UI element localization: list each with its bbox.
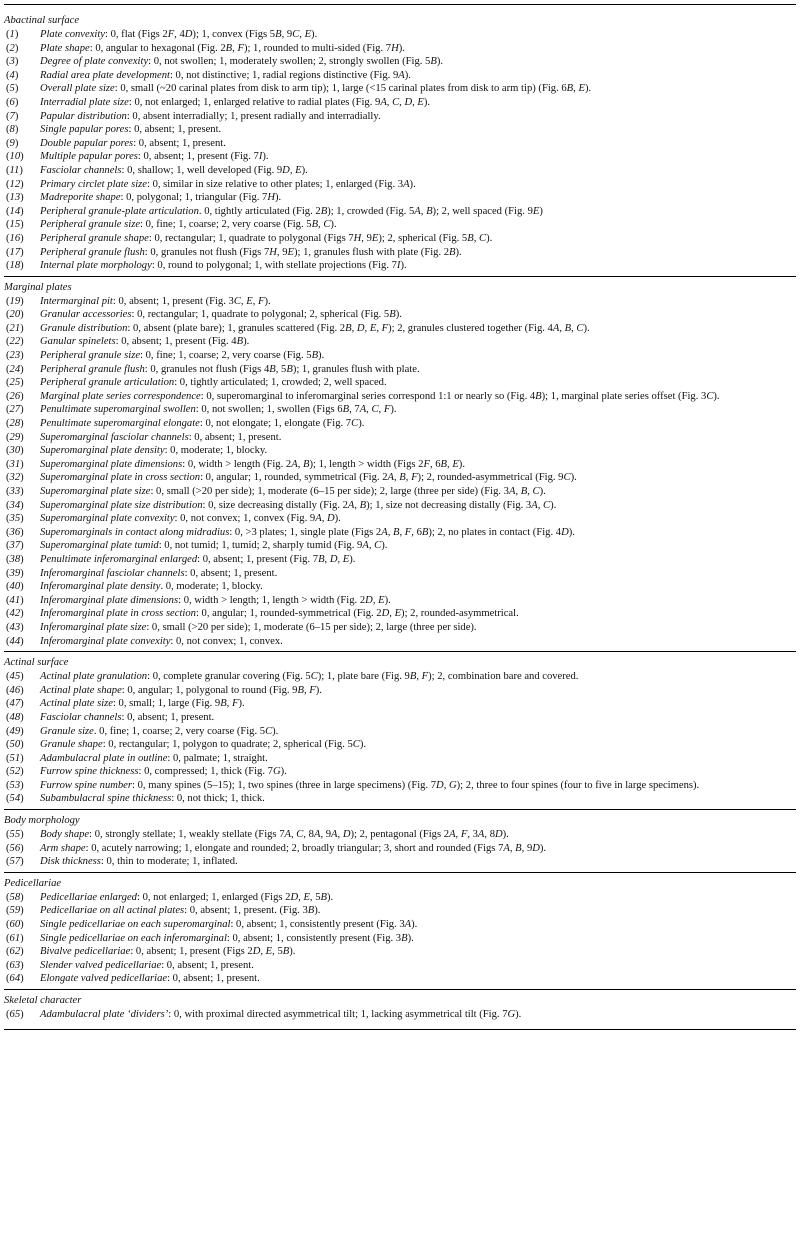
character-item	[4, 553, 796, 567]
character-item	[4, 918, 796, 932]
character-text: Double papular pores: 0, absent; 1, present.	[40, 137, 226, 149]
section-heading: Actinal surface	[4, 657, 69, 669]
character-item	[4, 150, 796, 164]
character-text: Madreporite shape: 0, polygonal; 1, triangular (Fig. 7H).	[40, 192, 282, 204]
character-text: Adambulacral plate in outline: 0, palmate; 1, straight.	[40, 752, 268, 764]
character-number: (61)	[6, 932, 24, 944]
section-heading: Marginal plates	[4, 281, 72, 293]
character-text: Peripheral granule flush: 0, granules not flush (Figs 4B, 5B); 1, granules flush with plate.	[40, 363, 420, 375]
character-number: (7)	[6, 110, 19, 122]
top-rule	[4, 4, 796, 5]
character-text: Radial area plate development: 0, not distinctive; 1, radial regions distinctive (Fig. 9A).	[40, 69, 411, 81]
character-item	[4, 594, 796, 608]
character-number: (40)	[6, 581, 24, 593]
character-number: (5)	[6, 83, 19, 95]
character-item	[4, 218, 796, 232]
character-number: (36)	[6, 526, 24, 538]
section-divider	[4, 276, 796, 277]
character-text: Superomarginal plate dimensions: 0, width > length (Fig. 2A, B); 1, length > width (Figs 2F, 6B, E).	[40, 458, 465, 470]
character-text: Superomarginal plate size: 0, small (>20 per side); 1, moderate (6–15 per side); 2, large (three per side) (Fig. 3A, B, C).	[40, 486, 546, 497]
character-item	[4, 792, 796, 806]
character-number: (39)	[6, 567, 24, 579]
character-number: (26)	[6, 390, 24, 402]
character-number: (1)	[6, 29, 19, 40]
character-number: (25)	[6, 377, 24, 389]
character-item	[4, 725, 796, 739]
section-heading: Skeletal character	[4, 995, 82, 1006]
character-list	[4, 14, 796, 1022]
character-text: Single pedicellariae on each superomarginal: 0, absent; 1, consistently present (Fig. 3A).	[40, 919, 418, 931]
character-number: (12)	[6, 178, 24, 190]
character-item	[4, 512, 796, 526]
character-text: Furrow spine number: 0, many spines (5–15); 1, two spines (three in large specimens) (Fig. 7D, G); 2, three to four spines (four to five in large specimens).	[40, 779, 700, 791]
character-text: Inferomarginal plate in cross section: 0, angular; 1, rounded-symmetrical (Fig. 2D, E); 2, rounded-asymmetrical.	[40, 608, 519, 620]
character-item	[4, 259, 796, 273]
character-item	[4, 635, 796, 649]
character-text: Granule distribution: 0, absent (plate bare); 1, granules scattered (Fig. 2B, D, E, F); 2, granules clustered together (Fig. 4A, B, C).	[40, 322, 590, 334]
character-number: (54)	[6, 793, 24, 805]
character-number: (63)	[6, 959, 24, 971]
character-text: Arm shape: 0, acutely narrowing; 1, elongate and rounded; 2, broadly triangular; 3, short and rounded (Figs 7A, B, 9D).	[40, 842, 547, 854]
character-text: Degree of plate convexity: 0, not swollen; 1, moderately swollen; 2, strongly swollen (Fig. 5B).	[40, 56, 444, 68]
character-number: (37)	[6, 540, 24, 552]
character-text: Superomarginals in contact along midradius: 0, >3 plates; 1, single plate (Figs 2A, B, F, 6B); 2, no plates in contact (Fig. 4D).	[40, 526, 575, 538]
character-number: (56)	[6, 842, 24, 854]
character-text: Granular accessories: 0, rectangular; 1, quadrate to polygonal; 2, spherical (Fig. 5B).	[40, 309, 402, 321]
character-number: (20)	[6, 309, 24, 321]
character-text: Marginal plate series correspondence: 0, superomarginal to inferomarginal series correspond 1:1 or nearly so (Fig. 4B); 1, marginal plate series offset (Fig. 3C).	[40, 390, 720, 402]
character-item	[4, 945, 796, 959]
character-text: Slender valved pedicellariae: 0, absent; 1, present.	[40, 959, 254, 971]
character-text: Inferomarginal plate density. 0, moderate; 1, blocky.	[40, 581, 263, 593]
character-text: Adambulacral plate ‘dividers’: 0, with proximal directed asymmetrical tilt; 1, lacking asymmetrical tilt (Fig. 7G).	[40, 1009, 522, 1020]
character-number: (46)	[6, 684, 24, 696]
character-text: Furrow spine thickness: 0, compressed; 1, thick (Fig. 7G).	[40, 766, 287, 778]
character-item	[4, 855, 796, 869]
character-item	[4, 499, 796, 513]
character-text: Penultimate superomarginal swollen: 0, not swollen; 1, swollen (Figs 6B, 7A, C, F).	[40, 404, 397, 416]
character-text: Actinal plate size: 0, small; 1, large (Fig. 9B, F).	[40, 698, 245, 710]
section-divider	[4, 809, 796, 810]
character-number: (13)	[6, 192, 24, 204]
character-text: Superomarginal plate in cross section: 0, angular; 1, rounded, symmetrical (Fig. 2A, B, F); 2, rounded-asymmetrical (Fig. 9C).	[40, 472, 577, 484]
character-text: Inferomarginal plate dimensions: 0, width > length; 1, length > width (Fig. 2D, E).	[40, 594, 391, 606]
character-number: (8)	[6, 124, 19, 136]
character-number: (32)	[6, 472, 24, 484]
section-heading: Abactinal surface	[4, 15, 80, 26]
section-divider	[4, 989, 796, 990]
character-item	[4, 580, 796, 594]
character-text: Multiple papular pores: 0, absent; 1, present (Fig. 7I).	[40, 151, 269, 163]
character-text: Penultimate superomarginal elongate: 0, not elongate; 1, elongate (Fig. 7C).	[40, 418, 365, 430]
character-number: (22)	[6, 336, 24, 348]
character-item	[4, 376, 796, 390]
character-number: (9)	[6, 137, 19, 149]
character-number: (44)	[6, 635, 24, 647]
character-text: Disk thickness: 0, thin to moderate; 1, inflated.	[40, 856, 238, 868]
character-text: Actinal plate shape: 0, angular; 1, polygonal to round (Fig. 9B, F).	[40, 684, 322, 696]
character-number: (3)	[6, 56, 19, 68]
character-item	[4, 607, 796, 621]
character-item	[4, 711, 796, 725]
character-text: Subambulacral spine thickness: 0, not thick; 1, thick.	[40, 793, 265, 805]
character-number: (45)	[6, 671, 24, 683]
character-number: (16)	[6, 232, 24, 244]
character-text: Peripheral granule articulation: 0, tightly articulated; 1, crowded; 2, well spaced.	[40, 377, 387, 389]
character-number: (50)	[6, 739, 24, 751]
character-text: Pedicellariae on all actinal plates: 0, absent; 1, present. (Fig. 3B).	[40, 905, 321, 917]
character-number: (60)	[6, 919, 24, 931]
character-item	[4, 110, 796, 124]
character-number: (17)	[6, 246, 24, 258]
character-item	[4, 842, 796, 856]
character-number: (18)	[6, 260, 24, 272]
character-number: (27)	[6, 404, 24, 416]
character-text: Peripheral granule flush: 0, granules not flush (Figs 7H, 9E); 1, granules flush with plate (Fig. 2B).	[40, 246, 462, 258]
character-item	[4, 904, 796, 918]
character-number: (21)	[6, 322, 24, 334]
character-number: (43)	[6, 621, 24, 633]
character-item	[4, 232, 796, 246]
character-text: Elongate valved pedicellariae: 0, absent; 1, present.	[40, 973, 260, 985]
character-item	[4, 779, 796, 793]
character-item	[4, 308, 796, 322]
character-item	[4, 567, 796, 581]
character-item	[4, 42, 796, 56]
character-item	[4, 82, 796, 96]
character-item	[4, 191, 796, 205]
character-number: (24)	[6, 363, 24, 375]
character-item	[4, 28, 796, 42]
section-heading: Pedicellariae	[4, 877, 62, 889]
character-item	[4, 363, 796, 377]
character-number: (55)	[6, 829, 24, 841]
character-text: Superomarginal plate convexity: 0, not convex; 1, convex (Fig. 9A, D).	[40, 513, 341, 525]
character-number: (30)	[6, 445, 24, 457]
character-number: (11)	[6, 164, 23, 176]
character-item	[4, 684, 796, 698]
character-number: (14)	[6, 205, 24, 217]
character-text: Inferomarginal plate size: 0, small (>20 per side); 1, moderate (6–15 per side); 2, large (three per side).	[40, 621, 477, 633]
character-item	[4, 349, 796, 363]
character-item	[4, 738, 796, 752]
character-number: (65)	[6, 1009, 24, 1020]
character-text: Pedicellariae enlarged: 0, not enlarged; 1, enlarged (Figs 2D, E, 5B).	[40, 891, 334, 903]
character-text: Primary circlet plate size: 0, similar in size relative to other plates; 1, enlarged (Fig. 3A).	[40, 178, 416, 190]
character-text: Superomarginal plate size distribution: 0, size decreasing distally (Fig. 2A, B); 1, size not decreasing distally (Fig. 3A, C).	[40, 499, 557, 511]
character-item	[4, 972, 796, 986]
character-number: (28)	[6, 418, 24, 430]
character-text: Overall plate size: 0, small (~20 carinal plates from disk to arm tip); 1, large (<15 carinal plates from disk to arm tip) (Fig. 6B, E).	[40, 83, 592, 95]
character-item	[4, 828, 796, 842]
character-item	[4, 390, 796, 404]
character-item	[4, 96, 796, 110]
character-text: Granule shape: 0, rectangular; 1, polygon to quadrate; 2, spherical (Fig. 5C).	[40, 739, 367, 751]
character-text: Fasciolar channels: 0, absent; 1, present.	[40, 711, 215, 723]
character-item	[4, 322, 796, 336]
character-item	[4, 246, 796, 260]
character-number: (10)	[6, 151, 24, 163]
character-item	[4, 959, 796, 973]
character-number: (42)	[6, 608, 24, 620]
character-item	[4, 697, 796, 711]
character-number: (34)	[6, 499, 24, 511]
character-number: (47)	[6, 698, 24, 710]
character-item	[4, 765, 796, 779]
character-item	[4, 431, 796, 445]
character-number: (62)	[6, 946, 24, 958]
character-number: (59)	[6, 905, 24, 917]
character-item	[4, 205, 796, 219]
character-text: Internal plate morphology: 0, round to polygonal; 1, with stellate projections (Fig. 7I).	[40, 260, 407, 272]
character-item	[4, 1008, 796, 1022]
character-text: Peripheral granule-plate articulation. 0, tightly articulated (Fig. 2B); 1, crowded (Fig. 5A, B); 2, well spaced (Fig. 9E)	[40, 205, 543, 217]
character-item	[4, 752, 796, 766]
character-number: (23)	[6, 350, 24, 362]
character-text: Inferomarginal plate convexity: 0, not convex; 1, convex.	[40, 635, 283, 647]
character-number: (51)	[6, 752, 24, 764]
character-text: Interradial plate size: 0, not enlarged; 1, enlarged relative to radial plates (Fig. 9A, C, D, E).	[40, 96, 431, 108]
character-number: (57)	[6, 856, 24, 868]
character-item	[4, 526, 796, 540]
character-item	[4, 123, 796, 137]
character-number: (52)	[6, 766, 24, 778]
character-item	[4, 335, 796, 349]
character-number: (4)	[6, 69, 19, 81]
character-number: (35)	[6, 513, 24, 525]
character-number: (49)	[6, 725, 24, 737]
character-item	[4, 485, 796, 499]
character-text: Papular distribution: 0, absent interradially; 1, present radially and interradially.	[40, 110, 381, 122]
character-number: (29)	[6, 431, 24, 443]
character-number: (2)	[6, 42, 19, 54]
character-text: Fasciolar channels: 0, shallow; 1, well developed (Fig. 9D, E).	[40, 164, 308, 176]
character-text: Penultimate inferomarginal enlarged: 0, absent; 1, present (Fig. 7B, D, E).	[40, 553, 356, 565]
character-item	[4, 164, 796, 178]
character-item	[4, 444, 796, 458]
character-item	[4, 670, 796, 684]
character-number: (19)	[6, 295, 24, 307]
character-number: (38)	[6, 553, 24, 565]
section-heading: Body morphology	[4, 815, 80, 827]
character-text: Plate shape: 0, angular to hexagonal (Fig. 2B, F); 1, rounded to multi-sided (Fig. 7H).	[40, 42, 405, 54]
character-text: Peripheral granule shape: 0, rectangular; 1, quadrate to polygonal (Figs 7H, 9E); 2, spherical (Fig. 5B, C).	[40, 232, 493, 244]
character-item	[4, 295, 796, 309]
character-item	[4, 417, 796, 431]
character-number: (15)	[6, 219, 24, 231]
character-text: Superomarginal plate tumid: 0, not tumid; 1, tumid; 2, sharply tumid (Fig. 9A, C).	[40, 540, 388, 552]
character-text: Superomarginal fasciolar channels: 0, absent; 1, present.	[40, 431, 282, 443]
character-text: Actinal plate granulation: 0, complete granular covering (Fig. 5C); 1, plate bare (Fig. 9B, F); 2, combination bare and covered.	[40, 671, 579, 683]
character-item	[4, 932, 796, 946]
character-item	[4, 471, 796, 485]
character-text: Ganular spinelets: 0, absent; 1, present (Fig. 4B).	[40, 336, 250, 348]
character-number: (6)	[6, 96, 19, 108]
character-item	[4, 891, 796, 905]
bottom-rule	[4, 1029, 796, 1030]
character-number: (64)	[6, 973, 24, 985]
character-text: Bivalve pedicellariae: 0, absent; 1, present (Figs 2D, E, 5B).	[40, 946, 296, 958]
character-number: (58)	[6, 891, 24, 903]
character-item	[4, 621, 796, 635]
character-text: Superomarginal plate density: 0, moderate; 1, blocky.	[40, 445, 268, 457]
character-number: (33)	[6, 486, 24, 497]
character-text: Intermarginal pit: 0, absent; 1, present (Fig. 3C, E, F).	[40, 295, 271, 307]
character-text: Granule size. 0, fine; 1, coarse; 2, very coarse (Fig. 5C).	[40, 725, 279, 737]
character-item	[4, 137, 796, 151]
character-text: Single papular pores: 0, absent; 1, present.	[40, 124, 222, 136]
character-text: Peripheral granule size: 0, fine; 1, coarse; 2, very coarse (Fig. 5B, C).	[40, 219, 337, 231]
character-text: Single pedicellariae on each inferomarginal: 0, absent; 1, consistently present (Fig. 3B).	[40, 932, 414, 944]
character-text: Plate convexity: 0, flat (Figs 2F, 4D); 1, convex (Figs 5B, 9C, E).	[40, 29, 318, 40]
character-item	[4, 403, 796, 417]
character-text: Body shape: 0, strongly stellate; 1, weakly stellate (Figs 7A, C, 8A, 9A, D); 2, pentagonal (Figs 2A, F, 3A, 8D).	[40, 829, 509, 841]
character-item	[4, 69, 796, 83]
character-number: (53)	[6, 779, 24, 791]
section-divider	[4, 651, 796, 652]
character-item	[4, 178, 796, 192]
character-item	[4, 539, 796, 553]
character-text: Peripheral granule size: 0, fine; 1, coarse; 2, very coarse (Fig. 5B).	[40, 350, 325, 362]
section-divider	[4, 872, 796, 873]
character-text: Inferomarginal fasciolar channels: 0, absent; 1, present.	[40, 567, 278, 579]
character-number: (41)	[6, 594, 24, 606]
character-item	[4, 458, 796, 472]
character-item	[4, 55, 796, 69]
character-number: (31)	[6, 458, 24, 470]
character-number: (48)	[6, 711, 24, 723]
